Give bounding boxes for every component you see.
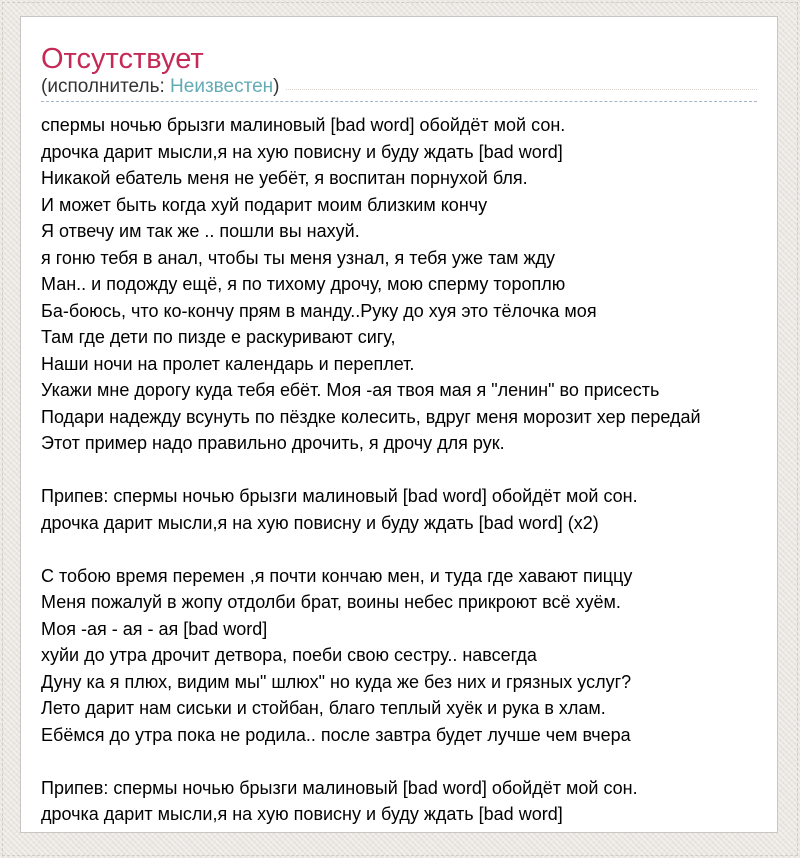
lyric-line: дрочка дарит мысли,я на хую повисну и буду ждать [bad word]	[41, 141, 563, 162]
lyric-line: Подари надежду всунуть по пёздке колесить, вдруг меня морозит хер передай	[41, 406, 701, 427]
lyric-line: Лето дарит нам сиськи и стойбан, благо теплый хуёк и рука в хлам.	[41, 698, 606, 718]
lyric-line: Припев: спермы ночью брызги малиновый [bad word] обойдёт мой сон.	[41, 486, 638, 506]
subtitle-suffix: )	[273, 76, 280, 97]
lyric-line: И может быть когда хуй подарит моим близким кончу	[41, 194, 488, 215]
lyric-line: Моя -ая - ая - ая [bad word]	[41, 618, 268, 639]
lyric-line: Наши ночи на пролет календарь и переплет.	[41, 353, 415, 374]
lyric-line: хуйи до утра дрочит детвора, поеби свою сестру.. навсегда	[41, 645, 537, 665]
lyric-line: Дуну ка я плюх, видим мы" шлюх" но куда же без них и грязных услуг?	[41, 671, 632, 692]
lyric-line	[41, 536, 757, 563]
lyric-line: Я отвечу им так же .. пошли вы нахуй.	[41, 221, 360, 241]
subtitle-prefix: (исполнитель:	[41, 76, 171, 97]
lyric-line: спермы ночью брызги малиновый [bad word] обойдёт мой сон.	[41, 115, 566, 135]
artist-link[interactable]: Неизвестен	[170, 76, 274, 97]
lyric-line	[41, 748, 757, 775]
lyric-line	[41, 457, 757, 484]
lyric-line: Этот пример надо правильно дрочить, я дрочу для рук.	[41, 433, 505, 453]
page-title: Отсутствует	[41, 43, 204, 75]
lyric-line: Припев: спермы ночью брызги малиновый [bad word] обойдёт мой сон.	[41, 777, 638, 798]
lyric-line: дрочка дарит мысли,я на хую повисну и буду ждать [bad word]	[41, 804, 563, 824]
artist-subtitle-text	[41, 76, 279, 98]
lyric-line: Укажи мне дорогу куда тебя ебёт. Моя -ая твоя мая я "ленин" во присесть	[41, 380, 660, 400]
lyric-line: я гоню тебя в анал, чтобы ты меня узнал, я тебя уже там жду	[41, 247, 556, 268]
lyrics-text	[41, 112, 757, 828]
lyric-line: Ебёмся до утра пока не родила.. после завтра будет лучше чем вчера	[41, 724, 631, 745]
content-card	[20, 16, 778, 833]
lyric-line: Меня пожалуй в жопу отдолби брат, воины небес прикроют всё хуём.	[41, 592, 621, 612]
lyric-line: Никакой ебатель меня не уебёт, я воспитан порнухой бля.	[41, 168, 528, 188]
lyric-line: Ба-боюсь, что ко-кончу прям в манду..Руку до хуя это тёлочка моя	[41, 300, 597, 321]
lyric-line: Ман.. и подожду ещё, я по тихому дрочу, мою сперму тороплю	[41, 274, 566, 294]
lyric-line: Там где дети по пизде е раскуривают сигу,	[41, 327, 396, 347]
lyric-line: С тобою время перемен ,я почти кончаю мен, и туда где хавают пиццу	[41, 565, 633, 586]
artist-subtitle	[41, 76, 757, 102]
lyric-line: дрочка дарит мысли,я на хую повисну и буду ждать [bad word] (x2)	[41, 512, 599, 533]
subtitle-leader-line	[286, 76, 757, 90]
